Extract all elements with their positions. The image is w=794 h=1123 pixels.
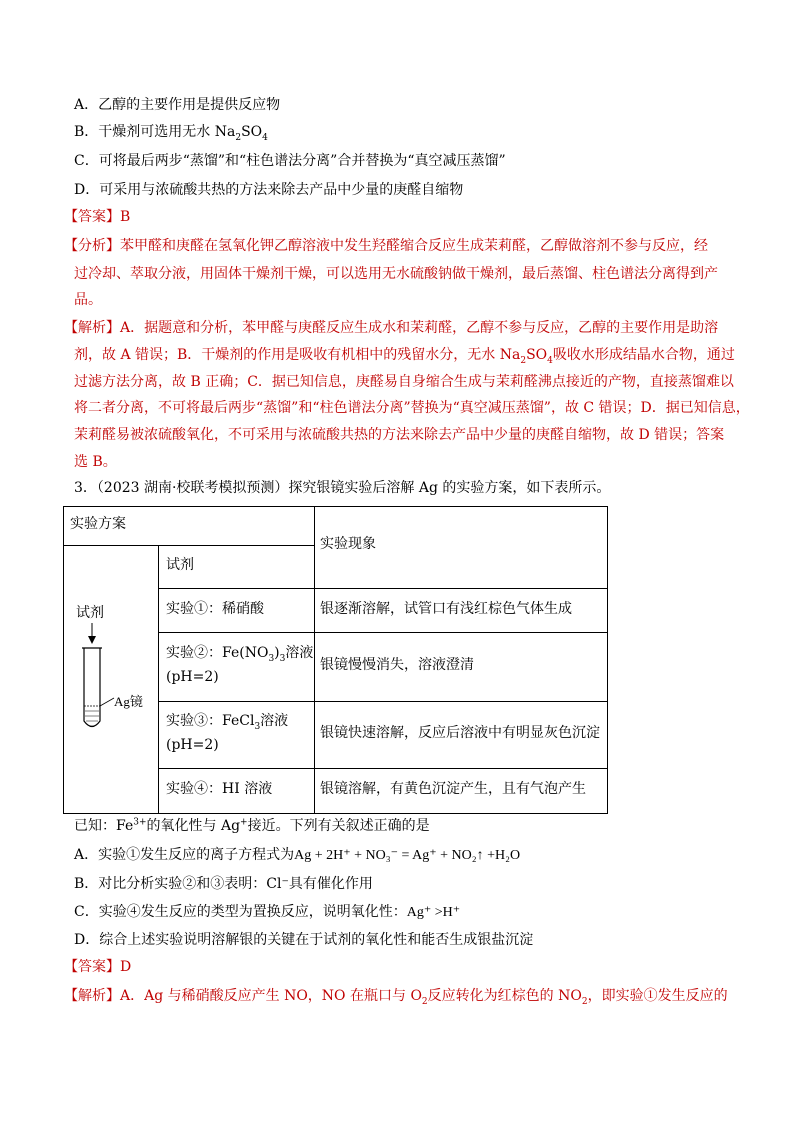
q2-analysis-line2: 过冷却、萃取分液，用固体干燥剂干燥，可以选用无水硫酸钠做干燥剂，最后蒸馏、柱色谱法分离得到产 [74, 266, 718, 282]
q2-explain-line3: 过滤方法分离，故 B 正确；C．据已知信息，庚醛易自身缩合生成与茉莉醛沸点接近的产物，直接蒸馏难以 [74, 374, 734, 390]
row1-reagent: 实验①：稀硝酸 [166, 601, 264, 617]
q3-answer: 【答案】D [64, 959, 132, 975]
q2-explain-line6: 选 B。 [74, 454, 117, 470]
row3-reagent: 实验③：FeCl$_3$溶液 [166, 713, 289, 732]
tube-label-reagent: 试剂 [76, 606, 104, 621]
q2-option-d: D．可采用与浓硫酸共热的方法来除去产品中少量的庚醛自缩物 [74, 182, 464, 198]
q3-option-d: D．综合上述实验说明溶解银的关键在于试剂的氧化性和能否生成银盐沉淀 [74, 932, 534, 948]
q2-option-c: C．可将最后两步“蒸馏”和“柱色谱法分离”合并替换为“真空减压蒸馏” [74, 153, 506, 169]
q3-option-c: C．实验④发生反应的类型为置换反应，说明氧化性：Ag⁺ >H⁺ [74, 904, 461, 920]
row3-phenomenon: 银镜快速溶解，反应后溶液中有明显灰色沉淀 [320, 725, 600, 741]
q2-analysis-line3: 品。 [74, 292, 102, 308]
row4-phenomenon: 银镜溶解，有黄色沉淀产生，且有气泡产生 [320, 781, 586, 797]
q2-explain-line2: 剂，故 A 错误；B．干燥剂的作用是吸收有机相中的残留水分，无水 $Na_2SO_4$吸收水形成结晶水合物，通过 [74, 347, 735, 366]
q3-explain-line1: 【解析】A．Ag 与稀硝酸反应产生 NO，NO 在瓶口与 $O_2$反应转化为红棕色的 $NO_2$，即实验①发生反应的 [64, 988, 728, 1007]
q2-explain-line4: 将二者分离，不可将最后两步“蒸馏”和“柱色谱法分离”替换为“真空减压蒸馏”，故 C 错误；D．据已知信息， [74, 400, 750, 416]
q2-option-a: A．乙醇的主要作用是提供反应物 [74, 97, 281, 113]
q3-known: 已知：$Fe^{3+}$的氧化性与 Ag+接近。下列有关叙述正确的是 [74, 817, 430, 834]
q2-explain-line5: 茉莉醛易被浓硫酸氧化，不可采用与浓硫酸共热的方法来除去产品中少量的庚醛自缩物，故 D 错误；答案 [74, 427, 725, 443]
header-reagent: 试剂 [166, 557, 194, 573]
row2-ph: (pH=2) [166, 669, 219, 685]
q2-analysis-line1: 【分析】苯甲醛和庚醛在氢氧化钾乙醇溶液中发生羟醛缩合反应生成茉莉醛，乙醇做溶剂不参与反应，经 [64, 238, 708, 254]
header-phenomenon: 实验现象 [320, 536, 376, 552]
tube-label-ag: Ag镜 [114, 694, 143, 709]
row2-reagent: 实验②：$Fe(NO_3)_3$溶液 [166, 645, 314, 664]
q3-option-a: A．实验①发生反应的离子方程式为Ag + 2H⁺ + NO₃⁻ = Ag⁺ + NO₂↑ +H₂O [74, 847, 521, 863]
test-tube-diagram [64, 546, 158, 813]
q2-answer: 【答案】B [64, 209, 131, 225]
row4-reagent: 实验④：HI 溶液 [166, 781, 273, 797]
q2-option-b: B．干燥剂可选用无水 $Na_2SO_4$ [74, 124, 268, 143]
q2-explain-line1: 【解析】A．据题意和分析，苯甲醛与庚醛反应生成水和茉莉醛，乙醇不参与反应，乙醇的主要作用是助溶 [64, 320, 719, 336]
q3-stem: 3．（2023 湖南·校联考模拟预测）探究银镜实验后溶解 Ag 的实验方案，如下表所示。 [74, 480, 611, 496]
row2-phenomenon: 银镜慢慢消失，溶液澄清 [320, 657, 474, 673]
header-plan: 实验方案 [70, 516, 126, 532]
row1-phenomenon: 银逐渐溶解，试管口有浅红棕色气体生成 [320, 601, 572, 617]
q3-option-b: B．对比分析实验②和③表明：Cl⁻具有催化作用 [74, 876, 373, 892]
row3-ph: (pH=2) [166, 737, 219, 753]
